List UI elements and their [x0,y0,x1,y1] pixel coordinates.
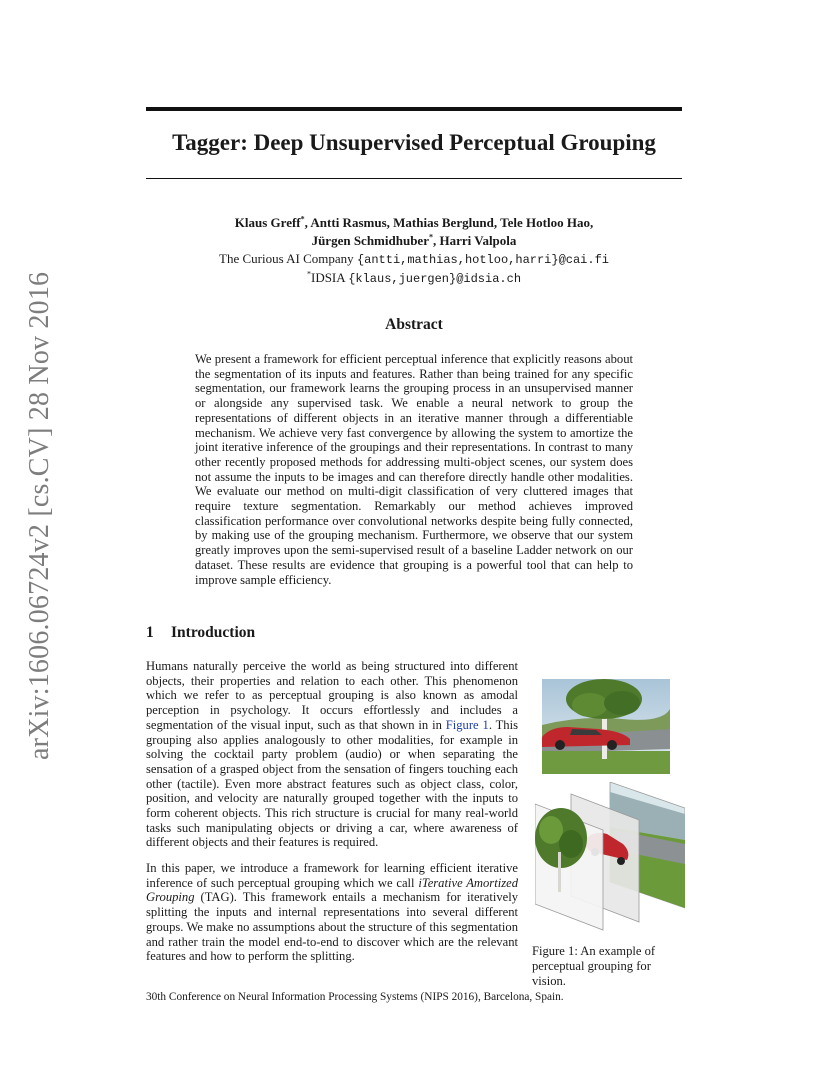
affiliation-2: *IDSIA {klaus,juergen}@idsia.ch [306,269,522,286]
affiliation-1: The Curious AI Company {antti,mathias,hotloo,harri}@cai.fi [219,251,609,267]
intro-paragraph-1: Humans naturally perceive the world as being structured into different objects, their properties and relation to each other. This phenomenon which we refer to as perceptual grouping is also known as amodal perception in psychology. It occurs effortlessly and includes a segmentation of the visual input, such as that shown in in Figure 1. This grouping also applies analogously to other modalities, for example in solving the cocktail party problem (audio) or when separating the sensation of a grasped object from the sensation of fingers touching each other (tactile). Even more abstract features such as object class, color, position, and velocity are naturally grouped together with the inputs to form coherent objects. This rich structure is crucial for many real-world tasks such manipulating objects or driving a car, where awareness of different objects and their features is required. [146,659,519,850]
abstract-heading: Abstract [385,316,443,333]
arxiv-sidebar [22,265,55,765]
figure-1-layers-diagram [535,782,685,937]
author-block [146,214,682,288]
section-number: 1 [146,624,154,641]
title-bottom-rule [146,178,682,179]
section-title: Introduction [171,624,256,641]
arxiv-id: arXiv:1606.06724v2 [cs.CV] 28 Nov 2016 [24,271,55,760]
author-line-2: Jürgen Schmidhuber*, Harri Valpola [311,232,517,248]
section-heading [146,624,255,642]
abstract-text: We present a framework for efficient perceptual inference that explicitly reasons about the segmentation of its inputs and features. Rather than being trained for any specific segmentation, our framework learns the grouping process in an unsupervised manner or alongside any supervised task. We enable a neural network to group the representations of different objects in an iterative manner through a differentiable mechanism. We achieve very fast convergence by allowing the system to amortize the joint iterative inference of the groupings and their representations. In contrast to many other recently proposed methods for addressing multi-object scenes, our system does not assume the inputs to be images and can therefore directly handle other modalities. We evaluate our method on multi-digit classification of very cluttered images that require texture segmentation. Remarkably our method achieves improved classification performance over convolutional networks despite being fully connected, by making use of the grouping mechanism. Furthermore, we observe that our system greatly improves upon the semi-supervised result of a baseline Ladder network on our dataset. These results are evidence that grouping is a powerful tool that can help to improve sample efficiency. [195,352,633,587]
figure-1-link[interactable]: Figure 1 [445,717,489,732]
title-top-rule [146,107,682,111]
intro-paragraph-2: In this paper, we introduce a framework for learning efficient iterative inference of such perceptual grouping which we call iTerative Amortized Grouping (TAG). This framework entails a mechanism for iteratively splitting the inputs and internal representations into several different groups. We make no assumptions about the structure of this segmentation and rather train the model end-to-end to discover which are the relevant features and how to perform the splitting. [146,861,518,964]
figure-1-scene-image [542,679,670,774]
author-line-1: Klaus Greff*, Antti Rasmus, Mathias Berglund, Tele Hotloo Hao, [234,214,594,230]
conference-footnote: 30th Conference on Neural Information Processing Systems (NIPS 2016), Barcelona, Spain. [146,991,564,1003]
paper-title: Tagger: Deep Unsupervised Perceptual Grouping [172,130,656,155]
figure-1-caption: Figure 1: An example of perceptual grouping for vision. [532,944,656,988]
